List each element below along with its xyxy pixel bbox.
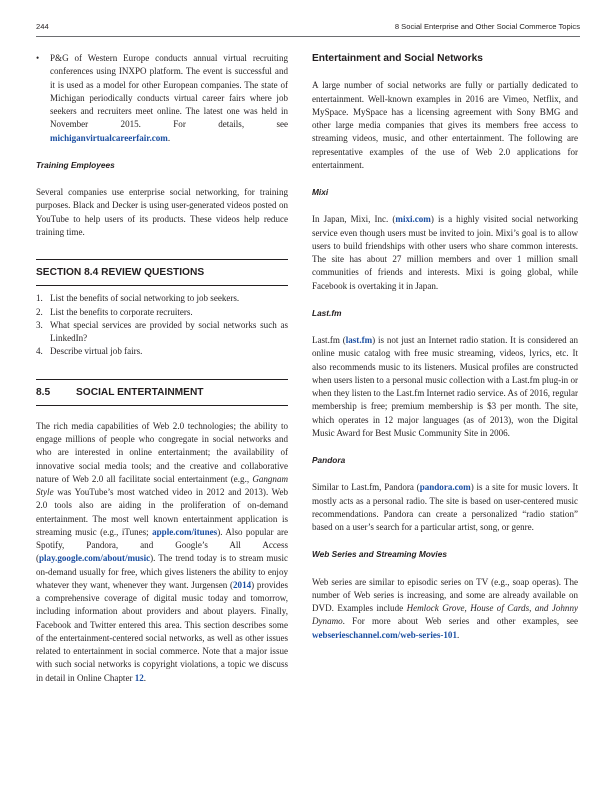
entertainment-intro-paragraph: A large number of social networks are fully or partially dedicated to entertainment. Well-known examples in 2016 are Vimeo, Netflix, and MySpace. MySpace has a licensing agreement with Sony BMG and other large media companies that gives its members free access to streaming videos, music, and other entertainment. The following are representative examples of the use of Web 2.0 applications for entertainment. bbox=[312, 80, 578, 170]
review-question: 2. List the benefits to corporate recruiters. bbox=[36, 306, 193, 317]
review-question: 4. Describe virtual job fairs. bbox=[36, 346, 143, 357]
right-column bbox=[312, 52, 578, 642]
section-title: SOCIAL ENTERTAINMENT bbox=[76, 386, 204, 398]
michigan-career-fair-link[interactable]: michiganvirtualcareerfair.com bbox=[50, 132, 168, 143]
itunes-link[interactable]: apple.com/itunes bbox=[152, 526, 218, 537]
page-number: 244 bbox=[36, 22, 49, 31]
gangnam-style-title: Gangnam Style bbox=[36, 473, 288, 497]
lastfm-paragraph: Last.fm (last.fm) is not just an Internet radio station. It is considered an online music catalog with free music streaming, videos, lyrics, etc. It also recommends music to its listeners. Musical profiles are constructed when users listen to a personal music collection with a Last.fm plug-in or when they listen to the Last.fm Internet radio service. As of 2016, regular membership is free; premium membership is $3 per month. The site, which operates in 12 major languages (as of 2013), won the Digital Music Award for Best Music Community Site in 2006. bbox=[312, 335, 578, 438]
entertainment-networks-heading: Entertainment and Social Networks bbox=[312, 53, 483, 64]
bullet-icon: • bbox=[36, 53, 40, 63]
bullet-paragraph: • P&G of Western Europe conducts annual virtual recruiting conferences using INXPO platform. The event is successful and it is used as a model for other European companies. The state of Michigan periodically conducts virtual career fairs where job seekers and recruiters meet online. The latest one was held in November 2015. For details, see michiganvirtualcareerfair.com. bbox=[36, 53, 288, 143]
running-header bbox=[0, 22, 602, 42]
mixi-link[interactable]: mixi.com bbox=[395, 214, 431, 225]
jurgensen-citation-link[interactable]: 2014 bbox=[233, 579, 252, 590]
header-rule bbox=[36, 36, 580, 37]
google-music-link[interactable]: play.google.com/about/music bbox=[39, 553, 151, 564]
pandora-heading: Pandora bbox=[312, 455, 346, 465]
mixi-paragraph: In Japan, Mixi, Inc. (mixi.com) is a highly visited social networking service even though users must be invited to join. Mixi’s goal is to allow users to build friendships with other users who share common interests. The site has about 27 million members and over 1 million small communities of friends and interests. Mixi is going global, while Facebook is overtaking it in Japan. bbox=[312, 214, 578, 291]
section-number: 8.5 bbox=[36, 386, 51, 398]
review-questions-heading: SECTION 8.4 REVIEW QUESTIONS bbox=[36, 259, 288, 286]
training-paragraph: Several companies use enterprise social networking, for training purposes. Black and Decker is using user-generated videos posted on YouTube to help users of its products. These videos help reduce training time. bbox=[36, 187, 288, 237]
left-column bbox=[36, 52, 288, 685]
training-heading: Training Employees bbox=[36, 159, 115, 170]
lastfm-heading: Last.fm bbox=[312, 307, 342, 318]
review-question: 3. What special services are provided by social networks such as LinkedIn? bbox=[36, 319, 288, 343]
entertainment-paragraph: The rich media capabilities of Web 2.0 technologies; the ability to engage millions of people who congregate in social networks and who are interested in online entertainment; the availability of innovative social media tools; and the creative and collaborative nature of Web 2.0 all facilitate social entertainment (e.g., Gangnam Style was YouTube’s most watched video in 2012 and 2013). Web 2.0 tools also are aiding in the proliferation of on-demand entertainment. The most well known entertainment application is streaming music (e.g., iTunes; apple.com/itunes). Also popular are Spotify, Pandora, and Google’s All Access (play.google.com/about/music). The trend today is to stream music on-demand usually for free, which gives listeners the ability to enjoy whatever they want, whenever they want. Jurgensen (2014) provides a comprehensive coverage of digital music today and tomorrow, including information about providers and about players. Finally, Facebook and Twitter entered this area. This section describes some of the entertainment-centered social networks, as well as other issues related to entertainment in social commerce. Note that a major issue with such social networks is copyright violations, a topic we discuss in detail in Online Chapter 12. bbox=[36, 420, 289, 683]
section-heading bbox=[36, 379, 288, 406]
mixi-heading: Mixi bbox=[312, 187, 329, 197]
chapter-title: 8 Social Enterprise and Other Social Commerce Topics bbox=[394, 22, 580, 31]
chapter-12-link[interactable]: 12 bbox=[134, 672, 144, 683]
lastfm-link[interactable]: last.fm bbox=[345, 335, 373, 345]
review-question: 1. List the benefits of social networking to job seekers. bbox=[36, 293, 240, 304]
web-series-heading: Web Series and Streaming Movies bbox=[312, 549, 447, 560]
webserieschannel-link[interactable]: webserieschannel.com/web-series-101 bbox=[312, 629, 457, 640]
web-series-paragraph: Web series are similar to episodic series on TV (e.g., soap operas). The number of Web series is increasing, and some are already available on DVD. Examples include Hemlock Grove, House of Cards, and Johnny Dynamo. For more about Web series and other examples, see webserieschannel.com/web-series-101. bbox=[312, 576, 578, 640]
pandora-paragraph: Similar to Last.fm, Pandora (pandora.com) is a site for music lovers. It mostly acts as a personal radio. The site is based on user-centered music recommendations. Pandora can create a personalized “radio station” based on a user’s search for a particular artist, song, or genre. bbox=[312, 482, 579, 532]
series-titles: Hemlock Grove, House of Cards, and Johnny Dynamo bbox=[312, 603, 578, 627]
review-questions-list bbox=[36, 292, 288, 358]
pandora-link[interactable]: pandora.com bbox=[419, 482, 471, 493]
